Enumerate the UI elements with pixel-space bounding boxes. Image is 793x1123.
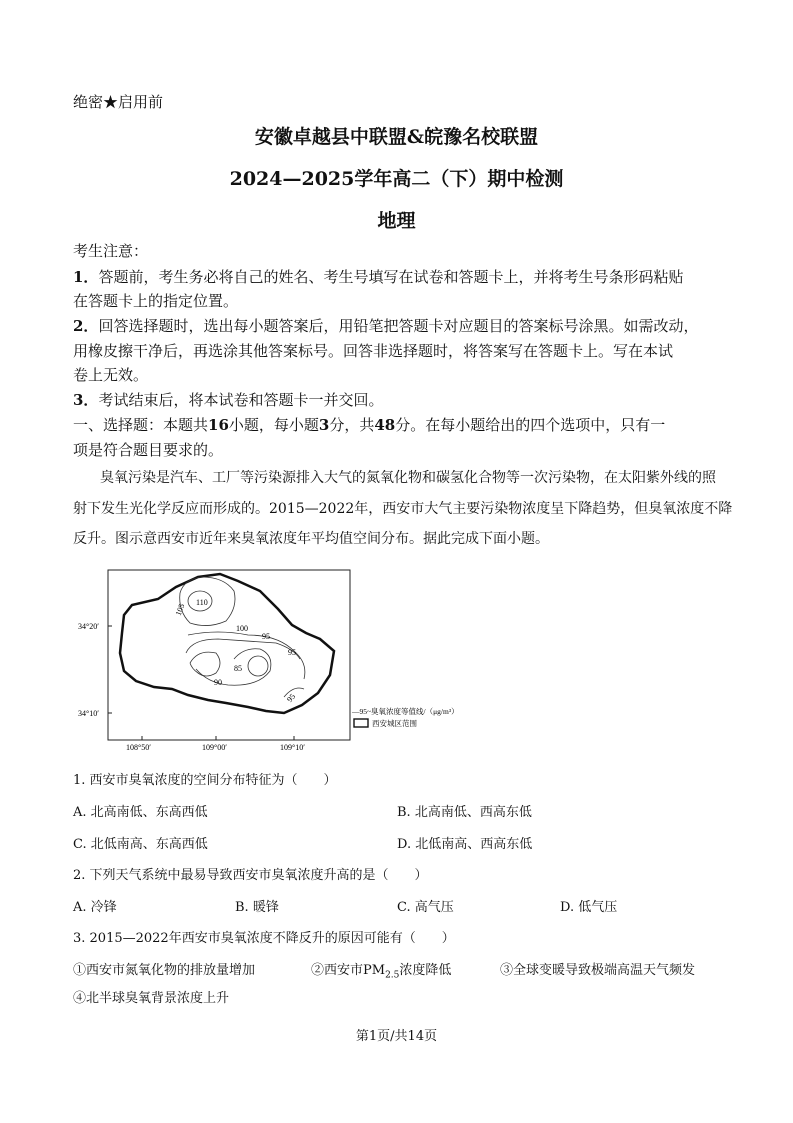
notice-num: 2． <box>73 317 99 335</box>
contour-label: 85 <box>234 664 242 673</box>
exam-title: 2024—2025学年高二（下）期中检测 <box>229 168 564 190</box>
contour-label: 100 <box>236 624 248 633</box>
contour-label: 105 <box>173 602 187 617</box>
contour-90 <box>190 652 220 676</box>
section-heading <box>73 414 665 435</box>
secret-label: 绝密★启用前 <box>73 93 164 111</box>
notice-text: 在答题卡上的指定位置。 <box>73 292 239 310</box>
q1-option-b: B. 北高南低、西高东低 <box>397 805 532 820</box>
subject-title: 地理 <box>377 210 416 232</box>
notice-text: 用橡皮擦干净后，再选涂其他答案标号。回答非选择题时，将答案写在答题卡上。写在本试 <box>73 342 674 360</box>
passage-line: 臭氧污染是汽车、工厂等污染源排入大气的氮氧化物和碳氢化合物等一次污染物，在太阳紫外线的照 <box>100 470 716 486</box>
q3-option-2-text: 浓度降低 <box>399 963 452 978</box>
contour-label: 95 <box>288 648 296 657</box>
section-text: 分。在每小题给出的四个选项中，只有一 <box>395 416 666 434</box>
section-text: 小题，每小题 <box>228 416 319 434</box>
notice-text: 考试结束后，将本试卷和答题卡一并交回。 <box>98 391 384 409</box>
q1-option-c: C. 北低南高、东高西低 <box>73 837 208 852</box>
q3-option-4: ④北半球臭氧背景浓度上升 <box>73 991 230 1006</box>
q1-option-d: D. 北低南高、西高东低 <box>397 837 533 852</box>
q2-option-b: B. 暖锋 <box>235 900 279 915</box>
lat-label: 34°10′ <box>78 709 99 718</box>
contour-label: 110 <box>196 598 208 607</box>
section-heading-cont: 项是符合题目要求的。 <box>73 441 224 459</box>
lat-label: 34°20′ <box>78 622 99 631</box>
contour-label: 90 <box>214 678 222 687</box>
legend-boundary-label: 西安城区范围 <box>372 719 417 728</box>
q2-option-c: C. 高气压 <box>397 900 454 915</box>
section-number: 48 <box>374 416 396 434</box>
notice-item-3 <box>73 389 383 410</box>
q2-option-d: D. 低气压 <box>560 900 618 915</box>
city-boundary <box>120 574 334 713</box>
pm-subscript: 2.5 <box>385 970 400 981</box>
contour-85 <box>248 656 268 676</box>
notice-text: 答题前，考生务必将自己的姓名、考生号填写在试卷和答题卡上，并将考生号条形码粘贴 <box>98 268 684 286</box>
q1-stem: 1. 西安市臭氧浓度的空间分布特征为（ ） <box>73 773 337 788</box>
notice-item-1 <box>73 266 683 287</box>
passage-line: 反升。图示意西安市近年来臭氧浓度年平均值空间分布。据此完成下面小题。 <box>73 531 549 547</box>
notice-item-2 <box>73 315 698 336</box>
q1-option-a: A. 北高南低、东高西低 <box>73 805 208 820</box>
passage-line: 射下发生光化学反应而形成的。2015—2022年，西安市大气主要污染物浓度呈下降趋势，但臭氧浓度不降 <box>73 501 733 517</box>
q3-stem: 3. 2015—2022年西安市臭氧浓度不降反升的原因可能有（ ） <box>73 931 455 946</box>
section-number: 16 <box>208 416 229 434</box>
section-text: 一、选择题：本题共 <box>73 416 209 434</box>
notice-num: 1． <box>73 268 99 286</box>
notice-heading: 考生注意： <box>73 242 149 260</box>
legend-box-icon <box>354 719 368 727</box>
lon-label: 109°00′ <box>202 743 227 752</box>
page-number: 第1页/共14页 <box>355 1029 438 1044</box>
lon-label: 108°50′ <box>126 743 151 752</box>
lon-label: 109°10′ <box>280 743 305 752</box>
org-title: 安徽卓越县中联盟&皖豫名校联盟 <box>254 126 539 148</box>
ozone-map <box>78 563 518 753</box>
contour-label: 95 <box>285 692 298 704</box>
contour-95 <box>186 639 300 659</box>
contour-label: 95 <box>262 632 270 641</box>
notice-text: 卷上无效。 <box>73 366 149 384</box>
q3-option-3: ③全球变暖导致极端高温天气频发 <box>500 963 696 978</box>
q2-option-a: A. 冷锋 <box>73 900 117 915</box>
notice-num: 3． <box>73 391 99 409</box>
q3-option-2 <box>311 959 451 981</box>
section-number: 3 <box>318 416 330 434</box>
notice-text: 回答选择题时，选出每小题答案后，用铅笔把答题卡对应题目的答案标号涂黑。如需改动， <box>98 317 699 335</box>
q3-option-1: ①西安市氮氧化物的排放量增加 <box>73 963 256 978</box>
q3-option-2-text: ②西安市PM <box>311 963 386 978</box>
map-frame <box>108 570 350 740</box>
legend-contour-label: —95~臭氧浓度等值线/（μg/m³） <box>352 707 459 716</box>
section-text: 分，共 <box>329 416 375 434</box>
q2-stem: 2. 下列天气系统中最易导致西安市臭氧浓度升高的是（ ） <box>73 868 428 883</box>
